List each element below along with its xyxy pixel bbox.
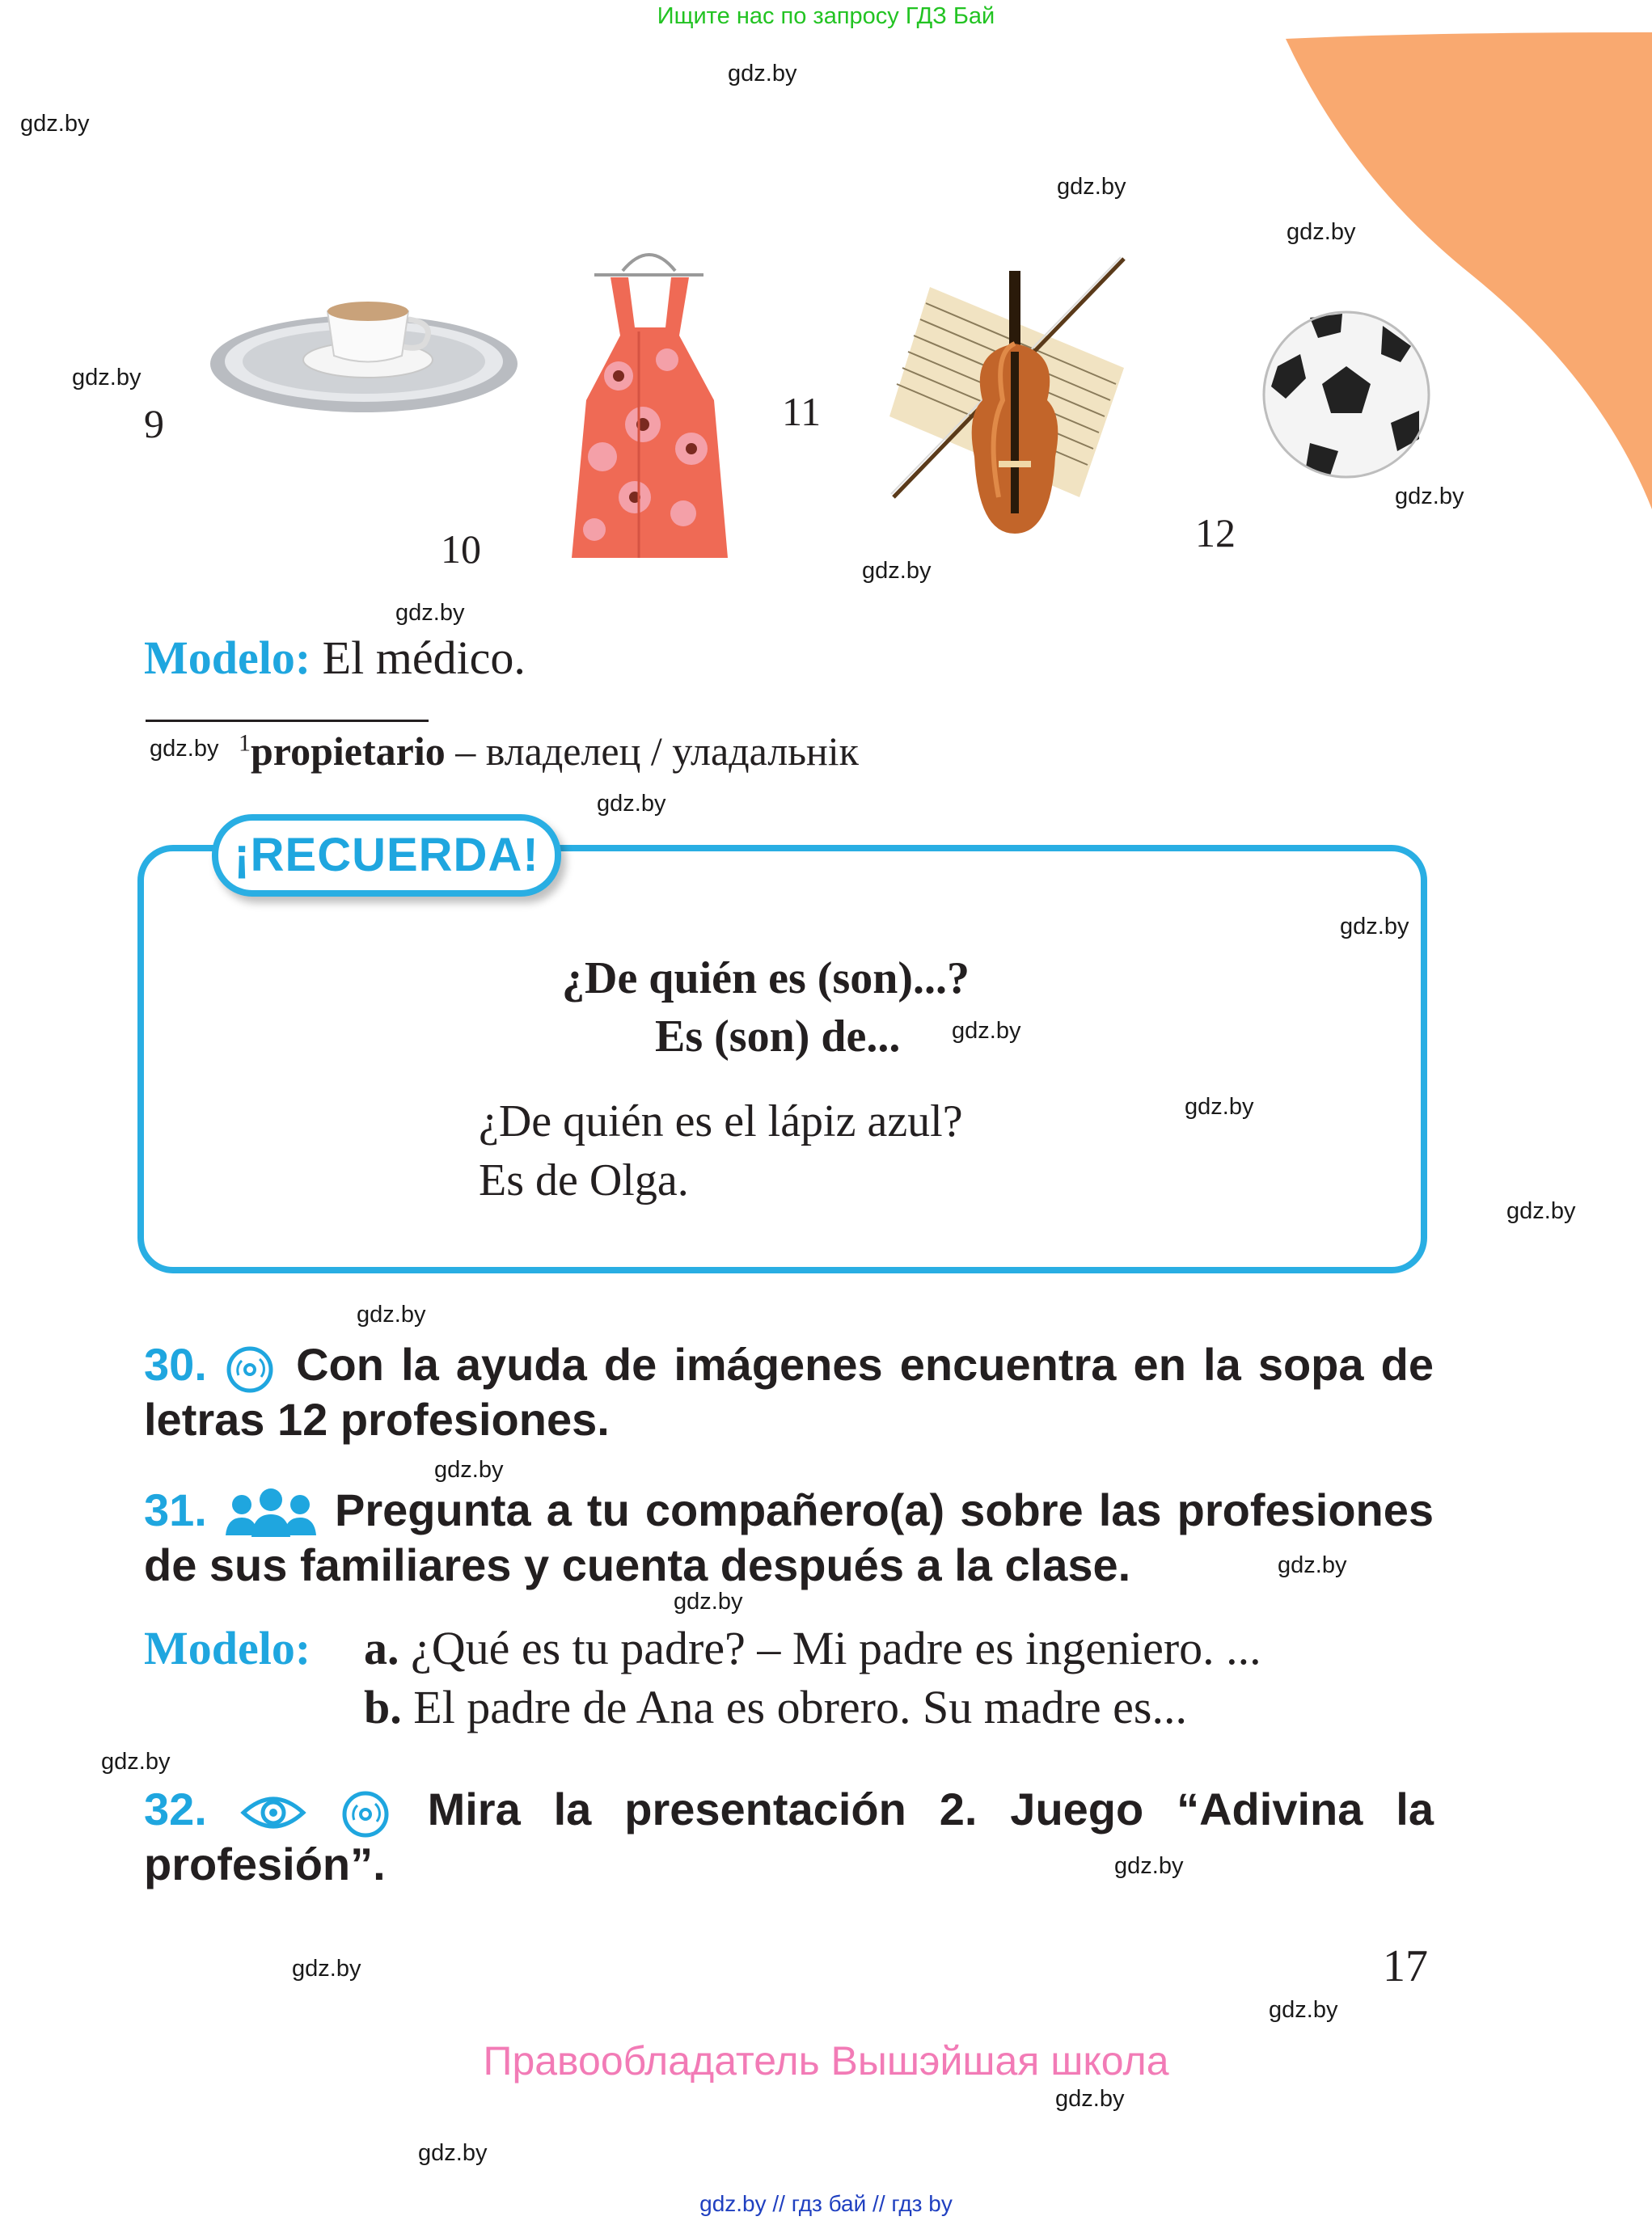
soccer-ball-image [1261,310,1431,479]
modelo-label: Modelo: [144,631,311,684]
modelo-example-2-b [364,1680,1187,1734]
watermark: gdz.by [1278,1552,1347,1578]
page-number: 17 [1383,1941,1428,1991]
tray-cup-image [206,287,522,416]
task-30 [144,1338,1434,1446]
watermark: gdz.by [1506,1198,1576,1224]
watermark: gdz.by [150,736,219,762]
footnote [239,728,859,775]
modelo-a-text: ¿Qué es tu padre? – Mi padre es ingeniero. ... [411,1622,1261,1674]
copyright-holder: Правообладатель Вышэйшая школа [483,2038,1169,2084]
eye-icon [240,1790,306,1835]
figure-number-10: 10 [441,526,481,572]
modelo-label: Modelo: [144,1622,311,1674]
task-number: 32. [144,1784,207,1834]
task-text: Mira la presentación 2. Juego “Adivina la profesión”. [144,1784,1434,1890]
task-number: 31. [144,1484,207,1535]
rule-example-answer: Es de Olga. [479,1155,689,1205]
watermark: gdz.by [728,61,797,87]
watermark: gdz.by [357,1302,426,1328]
rule-answer: Es (son) de... [655,1011,901,1062]
apron-image [562,239,736,558]
modelo-b-mark: b. [364,1681,402,1733]
watermark: gdz.by [20,111,90,137]
watermark: gdz.by [418,2140,488,2166]
group-icon [222,1488,319,1539]
footnote-mark: 1 [239,729,251,757]
watermark: gdz.by [952,1018,1021,1044]
task-text: Pregunta a tu compañero(a) sobre las profesiones de sus familiares y cuenta después a la clase. [144,1484,1434,1591]
task-number: 30. [144,1339,207,1390]
watermark: gdz.by [72,365,142,391]
footnote-dash: – [455,728,476,774]
footer-links[interactable]: gdz.by // гдз бай // гдз by [699,2191,953,2216]
violin-image [881,255,1140,538]
watermark: gdz.by [395,600,465,626]
recuerda-title: ¡RECUERDA! [212,814,561,897]
watermark: gdz.by [597,791,666,817]
watermark: gdz.by [1185,1094,1254,1120]
watermark: gdz.by [1269,1997,1338,2023]
task-31 [144,1484,1434,1592]
disc-icon [340,1788,395,1838]
modelo-b-text: El padre de Ana es obrero. Su madre es... [413,1681,1187,1733]
rule-example-question: ¿De quién es el lápiz azul? [479,1096,963,1146]
watermark: gdz.by [1114,1853,1184,1879]
footnote-term: propietario [251,728,446,774]
watermark: gdz.by [292,1956,361,1982]
watermark: gdz.by [1395,483,1464,509]
modelo-a-mark: a. [364,1622,399,1674]
watermark: gdz.by [101,1749,171,1775]
figure-number-9: 9 [144,401,164,446]
disc-icon [224,1343,279,1393]
watermark: gdz.by [862,558,932,584]
task-32 [144,1783,1434,1891]
task-text: Con la ayuda de imágenes encuentra en la sopa de letras 12 profesiones. [144,1339,1434,1446]
watermark: gdz.by [1340,914,1409,939]
watermark: gdz.by [1057,174,1126,200]
modelo-text: El médico. [322,631,526,684]
footnote-rule [146,720,429,722]
modelo-example-2-label [144,1621,311,1675]
footnote-translation: владелец / уладальнік [485,728,859,774]
rule-question: ¿De quién es (son)...? [562,953,970,1003]
search-banner[interactable]: Ищите нас по запросу ГДЗ Бай [657,3,995,29]
figure-number-11: 11 [782,389,822,434]
watermark: gdz.by [434,1457,504,1483]
watermark: gdz.by [1055,2086,1125,2112]
modelo-example-2-a [364,1621,1261,1675]
figure-number-12: 12 [1195,510,1236,555]
watermark: gdz.by [1287,219,1356,245]
modelo-example-1 [144,631,526,685]
watermark: gdz.by [674,1589,743,1615]
